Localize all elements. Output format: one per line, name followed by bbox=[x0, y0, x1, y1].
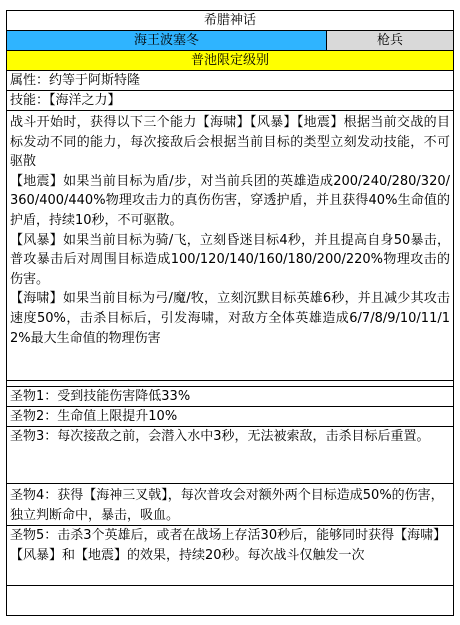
level-cell: 普池限定级别 bbox=[7, 51, 453, 71]
skill-title-cell: 技能：【海洋之力】 bbox=[7, 91, 453, 111]
skill-paragraph-intro: 战斗开始时，获得以下三个能力【海啸】【风暴】【地震】根据当前交战的目标发动不同的能力，每次接敌后会根据当前目标的类型立刻发动技能，不可驱散 bbox=[10, 115, 450, 170]
hero-sheet bbox=[6, 10, 454, 616]
sheet-title: 希腊神话 bbox=[7, 11, 453, 31]
relic-1-cell: 圣物1：受到技能伤害降低33% bbox=[7, 387, 453, 407]
hero-name-row bbox=[7, 31, 453, 51]
skill-paragraph-tsunami: 【海啸】如果当前目标为弓/魔/牧，立刻沉默目标英雄6秒，并且减少其攻击速度50%，击杀目标后，引发海啸，对敌方全体英雄造成6/7/8/9/10/11/12%最大生命值的物理伤害 bbox=[10, 291, 450, 346]
skill-paragraph-storm: 【风暴】如果当前目标为骑/飞，立刻昏迷目标4秒，并且提高自身50暴击，普攻暴击后对周围目标造成100/120/140/160/180/200/220%物理攻击的伤害。 bbox=[10, 232, 450, 287]
relic-2-cell: 圣物2：生命值上限提升10% bbox=[7, 407, 453, 427]
relic-4-cell: 圣物4：获得【海神三叉戟】，每次普攻会对额外两个目标造成50%的伤害，独立判断命中，暴击，吸血。 bbox=[7, 484, 453, 526]
attribute-cell: 属性：约等于阿斯特隆 bbox=[7, 71, 453, 91]
skill-paragraph-earthquake: 【地震】如果当前目标为盾/步，对当前兵团的英雄造成200/240/280/320/360/400/440%物理攻击力的真伤伤害，穿透护盾，并且获得40%生命值的护盾，持续10秒，不可驱散。 bbox=[10, 173, 450, 228]
hero-name-cell: 海王波塞冬 bbox=[7, 31, 327, 50]
relic-3-cell: 圣物3：每次接敌之前，会潜入水中3秒，无法被索敌，击杀目标后重置。 bbox=[7, 427, 453, 484]
relic-5-cell: 圣物5：击杀3个英雄后，或者在战场上存活30秒后，能够同时获得【海啸】【风暴】和【地震】的效果，持续20秒。每次战斗仅触发一次 bbox=[7, 526, 453, 586]
hero-type-cell: 枪兵 bbox=[327, 31, 453, 50]
skill-description-cell bbox=[7, 111, 453, 381]
